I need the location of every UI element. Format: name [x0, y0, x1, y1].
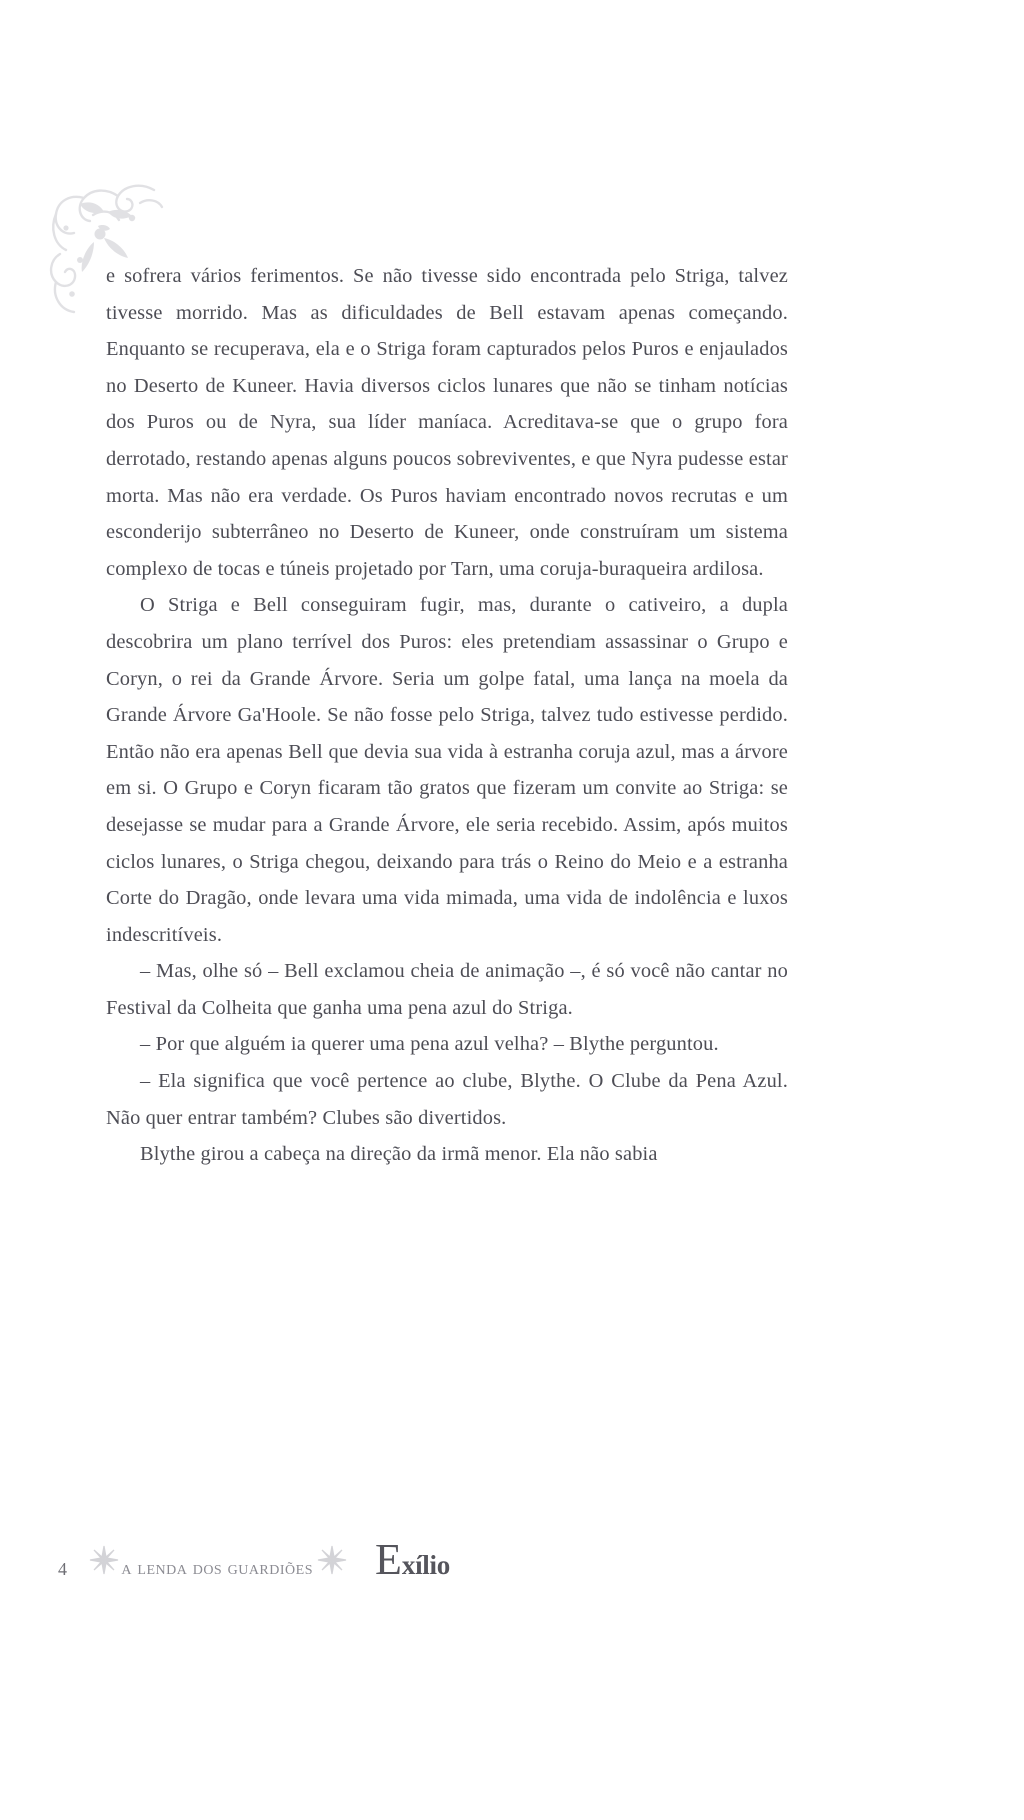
series-title: a lenda dos guardiões: [121, 1557, 313, 1579]
book-title: [375, 1535, 450, 1584]
snowflake-ornament: [87, 1543, 121, 1577]
paragraph: – Ela significa que você pertence ao clube, Blythe. O Clube da Pena Azul. Não quer entrar também? Clubes são divertidos.: [106, 1070, 788, 1129]
snowflake-ornament: [315, 1543, 349, 1577]
paragraph: Blythe girou a cabeça na direção da irmã menor. Ela não sabia: [140, 1143, 658, 1166]
book-title-remainder: xílio: [401, 1550, 450, 1580]
paragraph: e sofrera vários ferimentos. Se não tivesse sido encontrada pelo Striga, talvez tivesse morrido. Mas as dificuldades de Bell estavam apenas começando. Enquanto se recuperava, ela e o Striga foram capturados pelos Puros e enjaulados no Deserto de Kuneer. Havia diversos ciclos lunares que não se tinham notícias dos Puros ou de Nyra, sua líder maníaca. Acreditava-se que o grupo fora derrotado, restando apenas alguns poucos sobreviventes, e que Nyra pudesse estar morta. Mas não era verdade. Os Puros haviam encontrado novos recrutas e um esconderijo subterrâneo no Deserto de Kuneer, onde construíram um sistema complexo de tocas e túneis projetado por Tarn, uma coruja-buraqueira ardilosa.: [106, 265, 788, 580]
paragraph: – Mas, olhe só – Bell exclamou cheia de animação –, é só você não cantar no Festival da Colheita que ganha uma pena azul do Striga.: [106, 960, 788, 1019]
page-footer: [58, 1535, 958, 1584]
paragraph: O Striga e Bell conseguiram fugir, mas, durante o cativeiro, a dupla descobrira um plano terrível dos Puros: eles pretendiam assassinar o Grupo e Coryn, o rei da Grande Árvore. Seria um golpe fatal, uma lança na moela da Grande Árvore Ga'Hoole. Se não fosse pelo Striga, talvez tudo estivesse perdido. Então não era apenas Bell que devia sua vida à estranha coruja azul, mas a árvore em si. O Grupo e Coryn ficaram tão gratos que fizeram um convite ao Striga: se desejasse se mudar para a Grande Árvore, ele seria recebido. Assim, após muitos ciclos lunares, o Striga chegou, deixando para trás o Reino do Meio e a estranha Corte do Dragão, onde levara uma vida mimada, uma vida de indolência e luxos indescritíveis.: [106, 594, 788, 946]
body-text-column: [106, 258, 788, 1173]
page-number: 4: [58, 1559, 68, 1579]
book-title-initial: E: [375, 1535, 402, 1584]
paragraph: – Por que alguém ia querer uma pena azul velha? – Blythe perguntou.: [140, 1033, 719, 1056]
